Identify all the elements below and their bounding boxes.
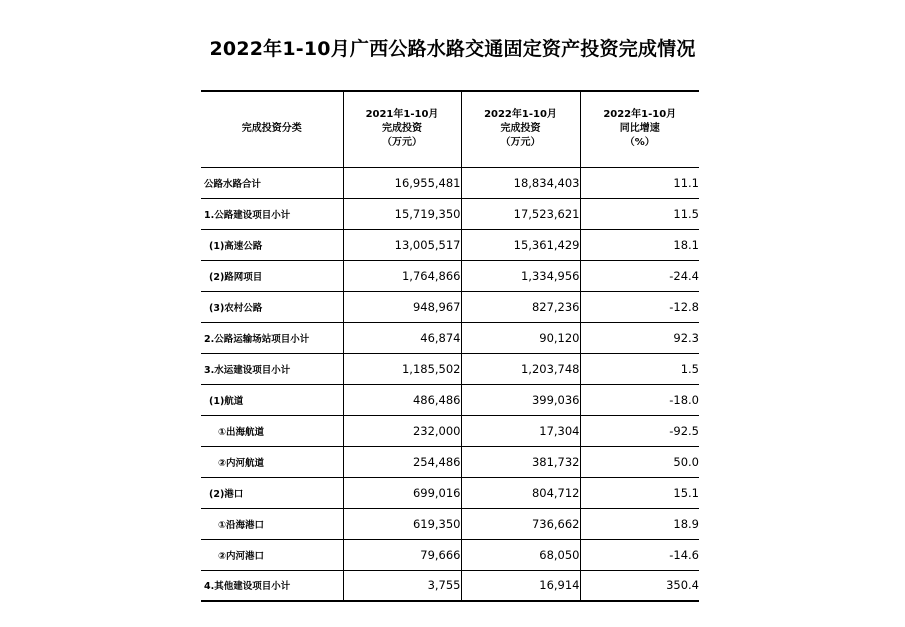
row-2022-value: 381,732 xyxy=(461,446,580,477)
row-category: ②内河航道 xyxy=(201,446,343,477)
row-2021-value: 619,350 xyxy=(343,508,461,539)
row-2022-value: 804,712 xyxy=(461,477,580,508)
row-2021-value: 948,967 xyxy=(343,291,461,322)
row-2022-value: 16,914 xyxy=(461,570,580,601)
row-category: (3)农村公路 xyxy=(201,291,343,322)
row-2021-value: 16,955,481 xyxy=(343,167,461,198)
row-2021-value: 15,719,350 xyxy=(343,198,461,229)
header-growth-line-2: 同比增速 xyxy=(619,123,660,135)
table-row xyxy=(201,508,699,539)
investment-table xyxy=(201,90,699,602)
row-2022-value: 399,036 xyxy=(461,384,580,415)
row-2021-value: 13,005,517 xyxy=(343,229,461,260)
row-growth: 92.3 xyxy=(580,322,699,353)
table-row xyxy=(201,415,699,446)
row-growth: 350.4 xyxy=(580,570,699,601)
row-growth: 15.1 xyxy=(580,477,699,508)
header-2021-investment xyxy=(343,91,461,167)
table-row xyxy=(201,539,699,570)
row-category: ①出海航道 xyxy=(201,415,343,446)
row-category: ①沿海港口 xyxy=(201,508,343,539)
row-category: (2)港口 xyxy=(201,477,343,508)
table-row xyxy=(201,477,699,508)
row-2022-value: 18,834,403 xyxy=(461,167,580,198)
row-growth: 18.9 xyxy=(580,508,699,539)
row-2022-value: 1,203,748 xyxy=(461,353,580,384)
row-growth: -18.0 xyxy=(580,384,699,415)
row-category: 4.其他建设项目小计 xyxy=(201,570,343,601)
row-2022-value: 17,523,621 xyxy=(461,198,580,229)
row-2021-value: 3,755 xyxy=(343,570,461,601)
table-row xyxy=(201,229,699,260)
table-row xyxy=(201,384,699,415)
row-growth: 50.0 xyxy=(580,446,699,477)
row-2021-value: 46,874 xyxy=(343,322,461,353)
row-2021-value: 1,185,502 xyxy=(343,353,461,384)
header-2022-line-3: （万元） xyxy=(500,137,541,149)
table-row xyxy=(201,322,699,353)
row-2022-value: 1,334,956 xyxy=(461,260,580,291)
row-2022-value: 736,662 xyxy=(461,508,580,539)
header-row xyxy=(201,91,699,167)
row-2021-value: 254,486 xyxy=(343,446,461,477)
row-2022-value: 15,361,429 xyxy=(461,229,580,260)
row-growth: 18.1 xyxy=(580,229,699,260)
row-category: 1.公路建设项目小计 xyxy=(201,198,343,229)
row-2021-value: 699,016 xyxy=(343,477,461,508)
row-growth: 1.5 xyxy=(580,353,699,384)
row-2021-value: 232,000 xyxy=(343,415,461,446)
header-growth-line-1: 2022年1-10月 xyxy=(603,109,677,121)
row-2021-value: 1,764,866 xyxy=(343,260,461,291)
table-row xyxy=(201,167,699,198)
header-category: 完成投资分类 xyxy=(201,91,343,167)
row-category: (1)航道 xyxy=(201,384,343,415)
row-2022-value: 17,304 xyxy=(461,415,580,446)
table-row xyxy=(201,446,699,477)
row-category: 2.公路运输场站项目小计 xyxy=(201,322,343,353)
row-growth: -24.4 xyxy=(580,260,699,291)
table-header xyxy=(201,91,699,167)
row-category: (2)路网项目 xyxy=(201,260,343,291)
table-row xyxy=(201,570,699,601)
row-category: (1)高速公路 xyxy=(201,229,343,260)
header-growth xyxy=(580,91,699,167)
header-growth-line-3: （%） xyxy=(624,137,655,149)
header-2021-line-1: 2021年1-10月 xyxy=(365,109,439,121)
table-row xyxy=(201,260,699,291)
table-row xyxy=(201,198,699,229)
header-2022-line-2: 完成投资 xyxy=(500,123,541,135)
row-growth: 11.5 xyxy=(580,198,699,229)
header-2021-line-3: （万元） xyxy=(382,137,422,149)
header-2021-line-2: 完成投资 xyxy=(382,123,422,135)
header-2022-line-1: 2022年1-10月 xyxy=(484,109,557,121)
row-2022-value: 90,120 xyxy=(461,322,580,353)
row-2021-value: 79,666 xyxy=(343,539,461,570)
row-2022-value: 827,236 xyxy=(461,291,580,322)
table-row xyxy=(201,291,699,322)
header-2022-investment xyxy=(461,91,580,167)
row-growth: -14.6 xyxy=(580,539,699,570)
row-growth: -12.8 xyxy=(580,291,699,322)
row-category: ②内河港口 xyxy=(201,539,343,570)
row-category: 3.水运建设项目小计 xyxy=(201,353,343,384)
table-body xyxy=(201,167,699,601)
row-growth: 11.1 xyxy=(580,167,699,198)
table-row xyxy=(201,353,699,384)
row-2022-value: 68,050 xyxy=(461,539,580,570)
row-growth: -92.5 xyxy=(580,415,699,446)
page-title: 2022年1-10月广西公路水路交通固定资产投资完成情况 xyxy=(209,38,696,60)
row-2021-value: 486,486 xyxy=(343,384,461,415)
row-category: 公路水路合计 xyxy=(201,167,343,198)
